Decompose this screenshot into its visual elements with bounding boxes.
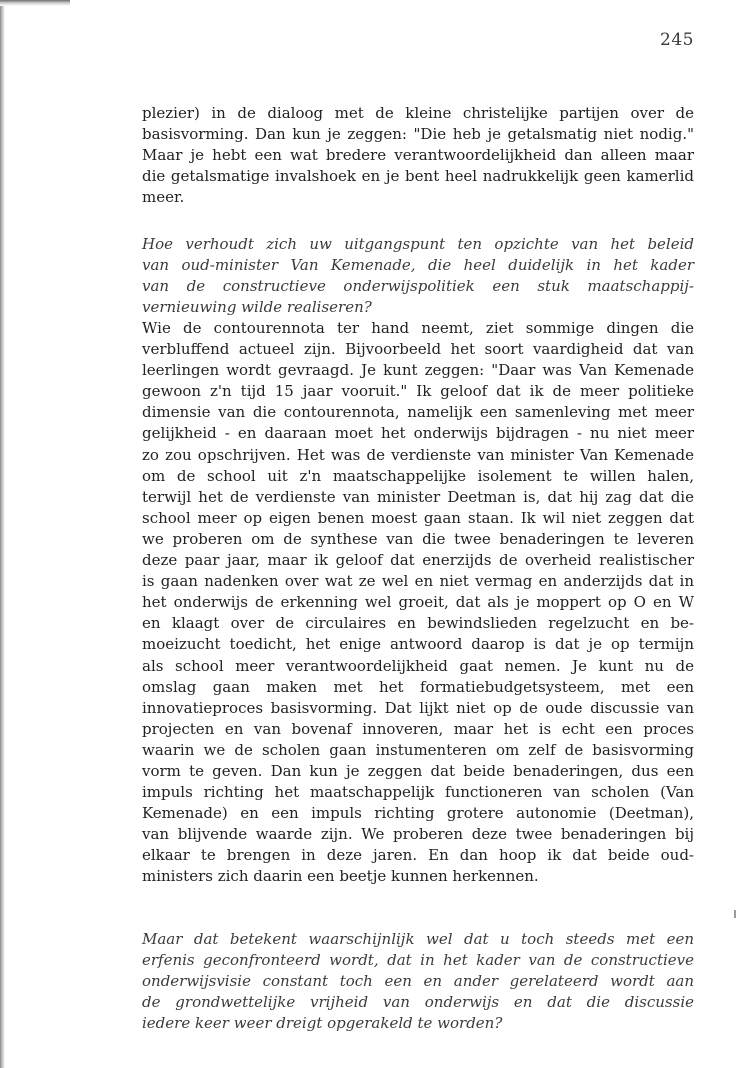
- text-line: de grondwettelijke vrijheid van onderwijs en dat die discussie: [142, 993, 694, 1012]
- text-line: is gaan nadenken over wat ze wel en niet vermag en anderzijds dat in: [142, 572, 694, 591]
- text-line: Maar je hebt een wat bredere verantwoordelijkheid dan alleen maar: [142, 146, 694, 165]
- text-line: moeizucht toedicht, het enige antwoord daarop is dat je op termijn: [142, 635, 694, 654]
- text-line: van de constructieve onderwijspolitiek een stuk maatschappij-: [142, 277, 694, 296]
- scan-speck: [734, 910, 736, 918]
- scan-edge-top: [0, 0, 70, 6]
- text-line: die getalsmatige invalshoek en je bent heel nadrukkelijk geen kamerlid: [142, 167, 694, 186]
- text-line: deze paar jaar, maar ik geloof dat enerzijds de overheid realistischer: [142, 551, 694, 570]
- paragraph-intro: [142, 103, 694, 208]
- text-line: zo zou opschrijven. Het was de verdienste van minister Van Kemenade: [142, 445, 694, 464]
- text-line: het onderwijs de erkenning wel groeit, dat als je moppert op O en W: [142, 593, 694, 612]
- text-line: vorm te geven. Dan kun je zeggen dat beide benaderingen, dus een: [142, 761, 694, 780]
- interview-answer-1: [142, 318, 694, 888]
- text-line: verbluffend actueel zijn. Bijvoorbeeld het soort vaardigheid dat van: [142, 340, 694, 359]
- text-line: Wie de contourennota ter hand neemt, ziet sommige dingen die: [142, 319, 694, 337]
- text-line: terwijl het de verdienste van minister Deetman is, dat hij zag dat die: [142, 487, 694, 506]
- text-line: waarin we de scholen gaan instumenteren om zelf de basisvorming: [142, 740, 694, 759]
- text-line: Hoe verhoudt zich uw uitgangspunt ten opzichte van het beleid: [142, 235, 694, 253]
- text-line: van oud-minister Van Kemenade, die heel duidelijk in het kader: [142, 256, 694, 275]
- text-line: innovatieproces basisvorming. Dat lijkt niet op de oude discussie van: [142, 698, 694, 717]
- text-line: impuls richting het maatschappelijk functioneren van scholen (Van: [142, 783, 694, 802]
- text-line: projecten en van bovenaf innoveren, maar het is echt een proces: [142, 719, 694, 738]
- text-line: om de school uit z'n maatschappelijke isolement te willen halen,: [142, 466, 694, 485]
- text-line: leerlingen wordt gevraagd. Je kunt zeggen: "Daar was Van Kemenade: [142, 361, 694, 380]
- text-line: elkaar te brengen in deze jaren. En dan hoop ik dat beide oud-: [142, 846, 694, 865]
- text-line: en klaagt over de circulaires en bewindslieden regelzucht en be-: [142, 614, 694, 633]
- interview-question-1: [142, 234, 694, 318]
- text-line: vernieuwing wilde realiseren?: [142, 298, 372, 317]
- text-line: school meer op eigen benen moest gaan staan. Ik wil niet zeggen dat: [142, 508, 694, 527]
- text-line: erfenis geconfronteerd wordt, dat in het kader van de constructieve: [142, 951, 694, 970]
- interview-question-2: [142, 929, 694, 1034]
- text-line: iedere keer weer dreigt opgerakeld te worden?: [142, 1014, 503, 1033]
- text-line: meer.: [142, 188, 185, 207]
- text-line: gelijkheid - en daaraan moet het onderwijs bijdragen - nu niet meer: [142, 424, 694, 443]
- text-line: basisvorming. Dan kun je zeggen: "Die heb je getalsmatig niet nodig.": [142, 125, 694, 144]
- text-line: Kemenade) en een impuls richting grotere autonomie (Deetman),: [142, 804, 694, 823]
- text-line: van blijvende waarde zijn. We proberen deze twee benaderingen bij: [142, 825, 694, 844]
- text-line: dimensie van die contourennota, namelijk een samenleving met meer: [142, 403, 694, 422]
- text-line: plezier) in de dialoog met de kleine christelijke partijen over de: [142, 104, 694, 122]
- text-line: onderwijsvisie constant toch een en ander gerelateerd wordt aan: [142, 972, 694, 991]
- text-line: ministers zich daarin een beetje kunnen herkennen.: [142, 867, 539, 886]
- text-line: gewoon z'n tijd 15 jaar vooruit." Ik geloof dat ik de meer politieke: [142, 382, 694, 401]
- scan-edge-left: [0, 0, 5, 1068]
- text-line: we proberen om de synthese van die twee benaderingen te leveren: [142, 529, 694, 548]
- page-number: 245: [660, 30, 694, 50]
- text-line: Maar dat betekent waarschijnlijk wel dat u toch steeds met een: [142, 930, 694, 948]
- text-line: als school meer verantwoordelijkheid gaat nemen. Je kunt nu de: [142, 656, 694, 675]
- text-line: omslag gaan maken met het formatiebudgetsysteem, met een: [142, 677, 694, 696]
